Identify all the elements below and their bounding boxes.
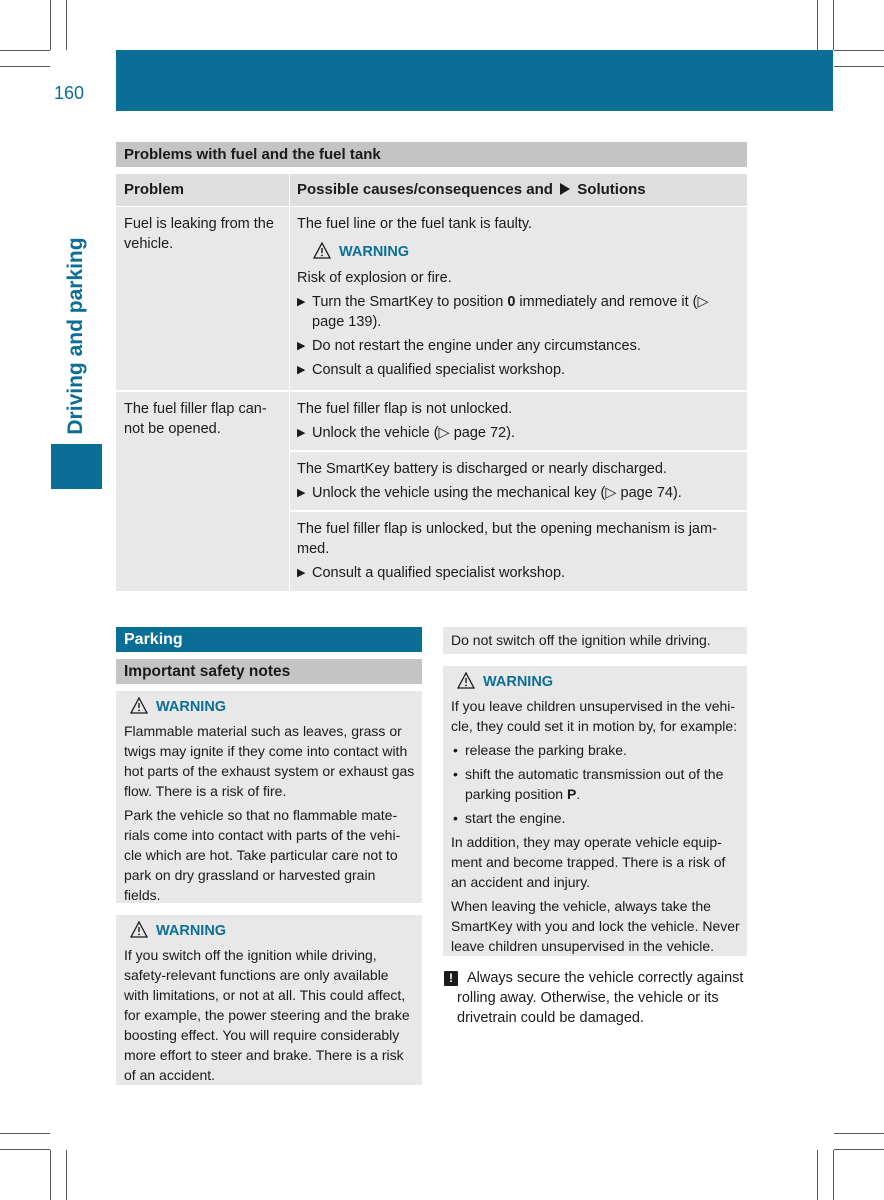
warning-box: [116, 915, 422, 1085]
warning-text: Flammable material such as leaves, grass or twigs may ignite if they come into contact with hot parts of the exhaust system or exhaust gas flow. There is a risk of fire.: [124, 723, 415, 799]
bullet-dot-icon: •: [453, 742, 458, 758]
warning-text: If you switch off the ignition while driving, safety-relevant functions are only available with limitations, or not at all. This could affect, for example, the power steering and the brake boosting effect. You will require considerably more effort to steer and brake. There is a risk of an accident.: [124, 947, 410, 1083]
table-header-causes: [290, 174, 747, 206]
warning-text: If you leave children unsupervised in the vehi-cle, they could set it in motion by, for example:: [451, 698, 738, 734]
warning-label: WARNING: [339, 244, 410, 260]
crop-mark: [833, 1150, 834, 1200]
notice-text: Always secure the vehicle correctly against rolling away. Otherwise, the vehicle or its drivetrain could be damaged.: [457, 970, 744, 1026]
instruction-step: [297, 423, 741, 443]
step-text: Consult a qualified specialist workshop.: [312, 362, 566, 378]
header-solutions-label: Solutions: [577, 181, 646, 198]
problem-text: Fuel is leaking from the vehicle.: [124, 216, 274, 252]
step-text: Unlock the vehicle using the mechanical key (▷ page 74).: [312, 485, 682, 501]
crop-mark: [834, 1133, 884, 1134]
warning-triangle-icon: [130, 697, 148, 714]
step-text: immediately and remove it (▷ page 139).: [312, 294, 709, 330]
crop-mark: [817, 0, 818, 50]
table-cell-problem: [116, 207, 289, 390]
bullet-dot-icon: •: [453, 810, 458, 826]
warning-text: When leaving the vehicle, always take the SmartKey with you and lock the vehicle. Never leave children unsupervised in the vehicle.: [451, 898, 740, 954]
side-chapter-tab: Driving and parking: [64, 237, 87, 435]
crop-mark: [834, 1149, 884, 1150]
warning-heading: [130, 921, 415, 941]
list-item-text: start the engine.: [465, 810, 566, 826]
arrow-bullet-icon: ▶: [297, 567, 306, 579]
step-text: Do not restart the engine under any circumstances.: [312, 338, 641, 354]
instruction-step: [297, 483, 741, 503]
warning-box: [116, 691, 422, 903]
table-title: Problems with fuel and the fuel tank: [116, 142, 747, 167]
list-item: [451, 764, 740, 804]
header-bar: [116, 50, 833, 111]
instruction-step: [297, 336, 741, 356]
warning-box: [443, 666, 747, 956]
table-cell-causes: [290, 452, 747, 510]
warning-label: WARNING: [483, 674, 554, 690]
arrow-bullet-icon: ▶: [297, 340, 306, 352]
list-item-text: release the parking brake.: [465, 742, 627, 758]
page-number: 160: [54, 83, 85, 103]
gear-position-value: P: [566, 786, 577, 802]
arrow-bullet-icon: ▶: [297, 296, 306, 308]
play-arrow-icon: [559, 183, 571, 195]
risk-text: Risk of explosion or fire.: [297, 270, 452, 286]
arrow-bullet-icon: ▶: [297, 487, 306, 499]
crop-mark: [834, 66, 884, 67]
cause-text: The fuel filler flap is not unlocked.: [297, 401, 513, 417]
list-item: [451, 740, 740, 760]
crop-mark: [66, 0, 67, 50]
warning-label: WARNING: [156, 699, 227, 715]
crop-mark: [834, 50, 884, 51]
crop-mark: [833, 0, 834, 50]
notice-block: [443, 968, 749, 1028]
crop-mark: [0, 1133, 50, 1134]
list-item: [451, 808, 740, 828]
warning-text: Park the vehicle so that no flammable mate-rials come into contact with parts of the vehi-cle which are hot. Take particular care not to park on dry grassland or harvested grain fields.: [124, 807, 401, 903]
table-cell-causes: [290, 392, 747, 450]
cause-text: The fuel line or the fuel tank is faulty.: [297, 216, 533, 232]
warning-triangle-icon: [313, 242, 331, 259]
instruction-step: [297, 563, 741, 583]
instruction-step: [297, 360, 741, 380]
warning-label: WARNING: [156, 923, 227, 939]
warning-box-continued: [443, 627, 747, 654]
problem-text: The fuel filler flap can-not be opened.: [124, 401, 267, 437]
list-item-text: .: [576, 786, 581, 802]
header-causes-label: Possible causes/consequences and: [297, 181, 553, 198]
cause-text: The fuel filler flap is unlocked, but the opening mechanism is jam-med.: [297, 521, 717, 557]
exclamation-icon: !: [444, 971, 458, 986]
table-cell-causes: [290, 207, 747, 390]
arrow-bullet-icon: ▶: [297, 427, 306, 439]
crop-mark: [0, 66, 50, 67]
step-text: Turn the SmartKey to position: [312, 294, 504, 310]
bullet-dot-icon: •: [453, 766, 458, 782]
crop-mark: [817, 1150, 818, 1200]
crop-mark: [66, 1150, 67, 1200]
table-cell-causes: [290, 512, 747, 591]
warning-heading: [313, 242, 741, 262]
crop-mark: [50, 1150, 51, 1200]
warning-triangle-icon: [457, 672, 475, 689]
page-title: Parking: [128, 80, 202, 102]
arrow-bullet-icon: ▶: [297, 364, 306, 376]
warning-triangle-icon: [130, 921, 148, 938]
crop-mark: [0, 50, 50, 51]
warning-heading: [130, 697, 415, 717]
side-tab-marker: [51, 444, 102, 489]
subsection-heading-safety: Important safety notes: [116, 659, 422, 684]
warning-text: Do not switch off the ignition while driving.: [451, 632, 711, 648]
crop-mark: [50, 0, 51, 50]
table-cell-problem: [116, 392, 289, 591]
warning-heading: [457, 672, 740, 692]
warning-text: In addition, they may operate vehicle equip-ment and become trapped. There is a risk of an accident and injury.: [451, 834, 726, 890]
crop-mark: [0, 1149, 50, 1150]
cause-text: The SmartKey battery is discharged or nearly discharged.: [297, 461, 667, 477]
instruction-step: [297, 292, 741, 332]
step-text: Unlock the vehicle (▷ page 72).: [312, 425, 515, 441]
table-header-problem: Problem: [116, 174, 289, 206]
step-text: Consult a qualified specialist workshop.: [312, 565, 566, 581]
step-bold-value: 0: [507, 294, 516, 310]
list-item-text: shift the automatic transmission out of the parking position: [465, 766, 724, 802]
section-heading-parking: Parking: [116, 627, 422, 652]
